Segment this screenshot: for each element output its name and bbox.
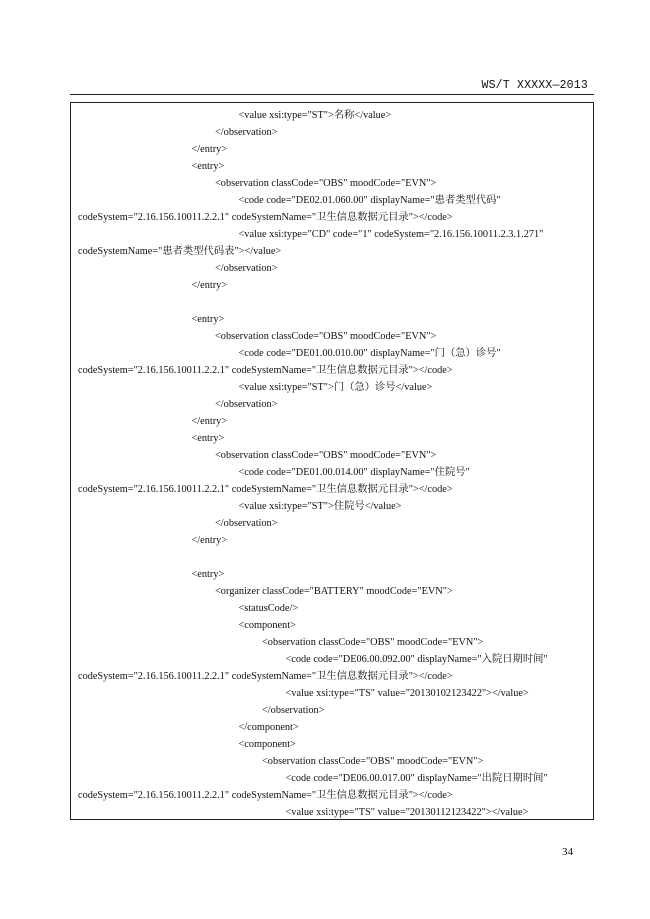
code-line: <value xsi:type="TS" value="20130112123422"></value> [285, 807, 529, 818]
code-line: </entry> [191, 416, 228, 427]
code-line: <entry> [191, 314, 225, 325]
code-line: <value xsi:type="CD" code="1" codeSystem="2.16.156.10011.2.3.1.271" [238, 229, 544, 240]
code-line: <observation classCode="OBS" moodCode="EVN"> [262, 756, 484, 767]
code-line: <value xsi:type="TS" value="20130102123422"></value> [285, 688, 529, 699]
code-line: codeSystem="2.16.156.10011.2.2.1" codeSystemName="卫生信息数据元目录"></code> [78, 790, 453, 801]
code-line: </observation> [215, 518, 278, 529]
code-line: </observation> [215, 399, 278, 410]
code-line: </entry> [191, 144, 228, 155]
code-line: </observation> [262, 705, 325, 716]
code-line: <observation classCode="OBS" moodCode="EVN"> [215, 178, 437, 189]
code-line: <code code="DE06.00.017.00" displayName="出院日期时间" [285, 773, 548, 784]
code-line: </observation> [215, 263, 278, 274]
code-line: codeSystemName="患者类型代码表"></value> [78, 246, 282, 257]
code-line: <code code="DE02.01.060.00" displayName="患者类型代码" [238, 195, 501, 206]
code-line: </entry> [191, 280, 228, 291]
code-line: <value xsi:type="ST">名称</value> [238, 110, 392, 121]
page-number: 34 [562, 846, 573, 858]
code-line: <code code="DE06.00.092.00" displayName="入院日期时间" [285, 654, 548, 665]
code-line: codeSystem="2.16.156.10011.2.2.1" codeSystemName="卫生信息数据元目录"></code> [78, 671, 453, 682]
code-line: </entry> [191, 535, 228, 546]
code-line: <value xsi:type="ST">住院号</value> [238, 501, 402, 512]
code-line: <value xsi:type="ST">门（急）诊号</value> [238, 382, 433, 393]
code-line: codeSystem="2.16.156.10011.2.2.1" codeSystemName="卫生信息数据元目录"></code> [78, 212, 453, 223]
code-line: <organizer classCode="BATTERY" moodCode="EVN"> [215, 586, 453, 597]
code-line: <observation classCode="OBS" moodCode="EVN"> [262, 637, 484, 648]
code-line: <code code="DE01.00.014.00" displayName="住院号" [238, 467, 470, 478]
header-rule [70, 94, 594, 95]
code-line: <entry> [191, 161, 225, 172]
code-line: <component> [238, 620, 296, 631]
code-line: <component> [238, 739, 296, 750]
code-line: </component> [238, 722, 299, 733]
code-line: codeSystem="2.16.156.10011.2.2.1" codeSystemName="卫生信息数据元目录"></code> [78, 365, 453, 376]
code-line: <entry> [191, 569, 225, 580]
page-header: WS/T XXXXX—2013 [481, 79, 588, 92]
code-line: <statusCode/> [238, 603, 299, 614]
code-line: </observation> [215, 127, 278, 138]
code-line: <observation classCode="OBS" moodCode="EVN"> [215, 450, 437, 461]
code-line: codeSystem="2.16.156.10011.2.2.1" codeSystemName="卫生信息数据元目录"></code> [78, 484, 453, 495]
code-line: <code code="DE01.00.010.00" displayName="门（急）诊号" [238, 348, 501, 359]
code-line: <observation classCode="OBS" moodCode="EVN"> [215, 331, 437, 342]
code-line: <entry> [191, 433, 225, 444]
